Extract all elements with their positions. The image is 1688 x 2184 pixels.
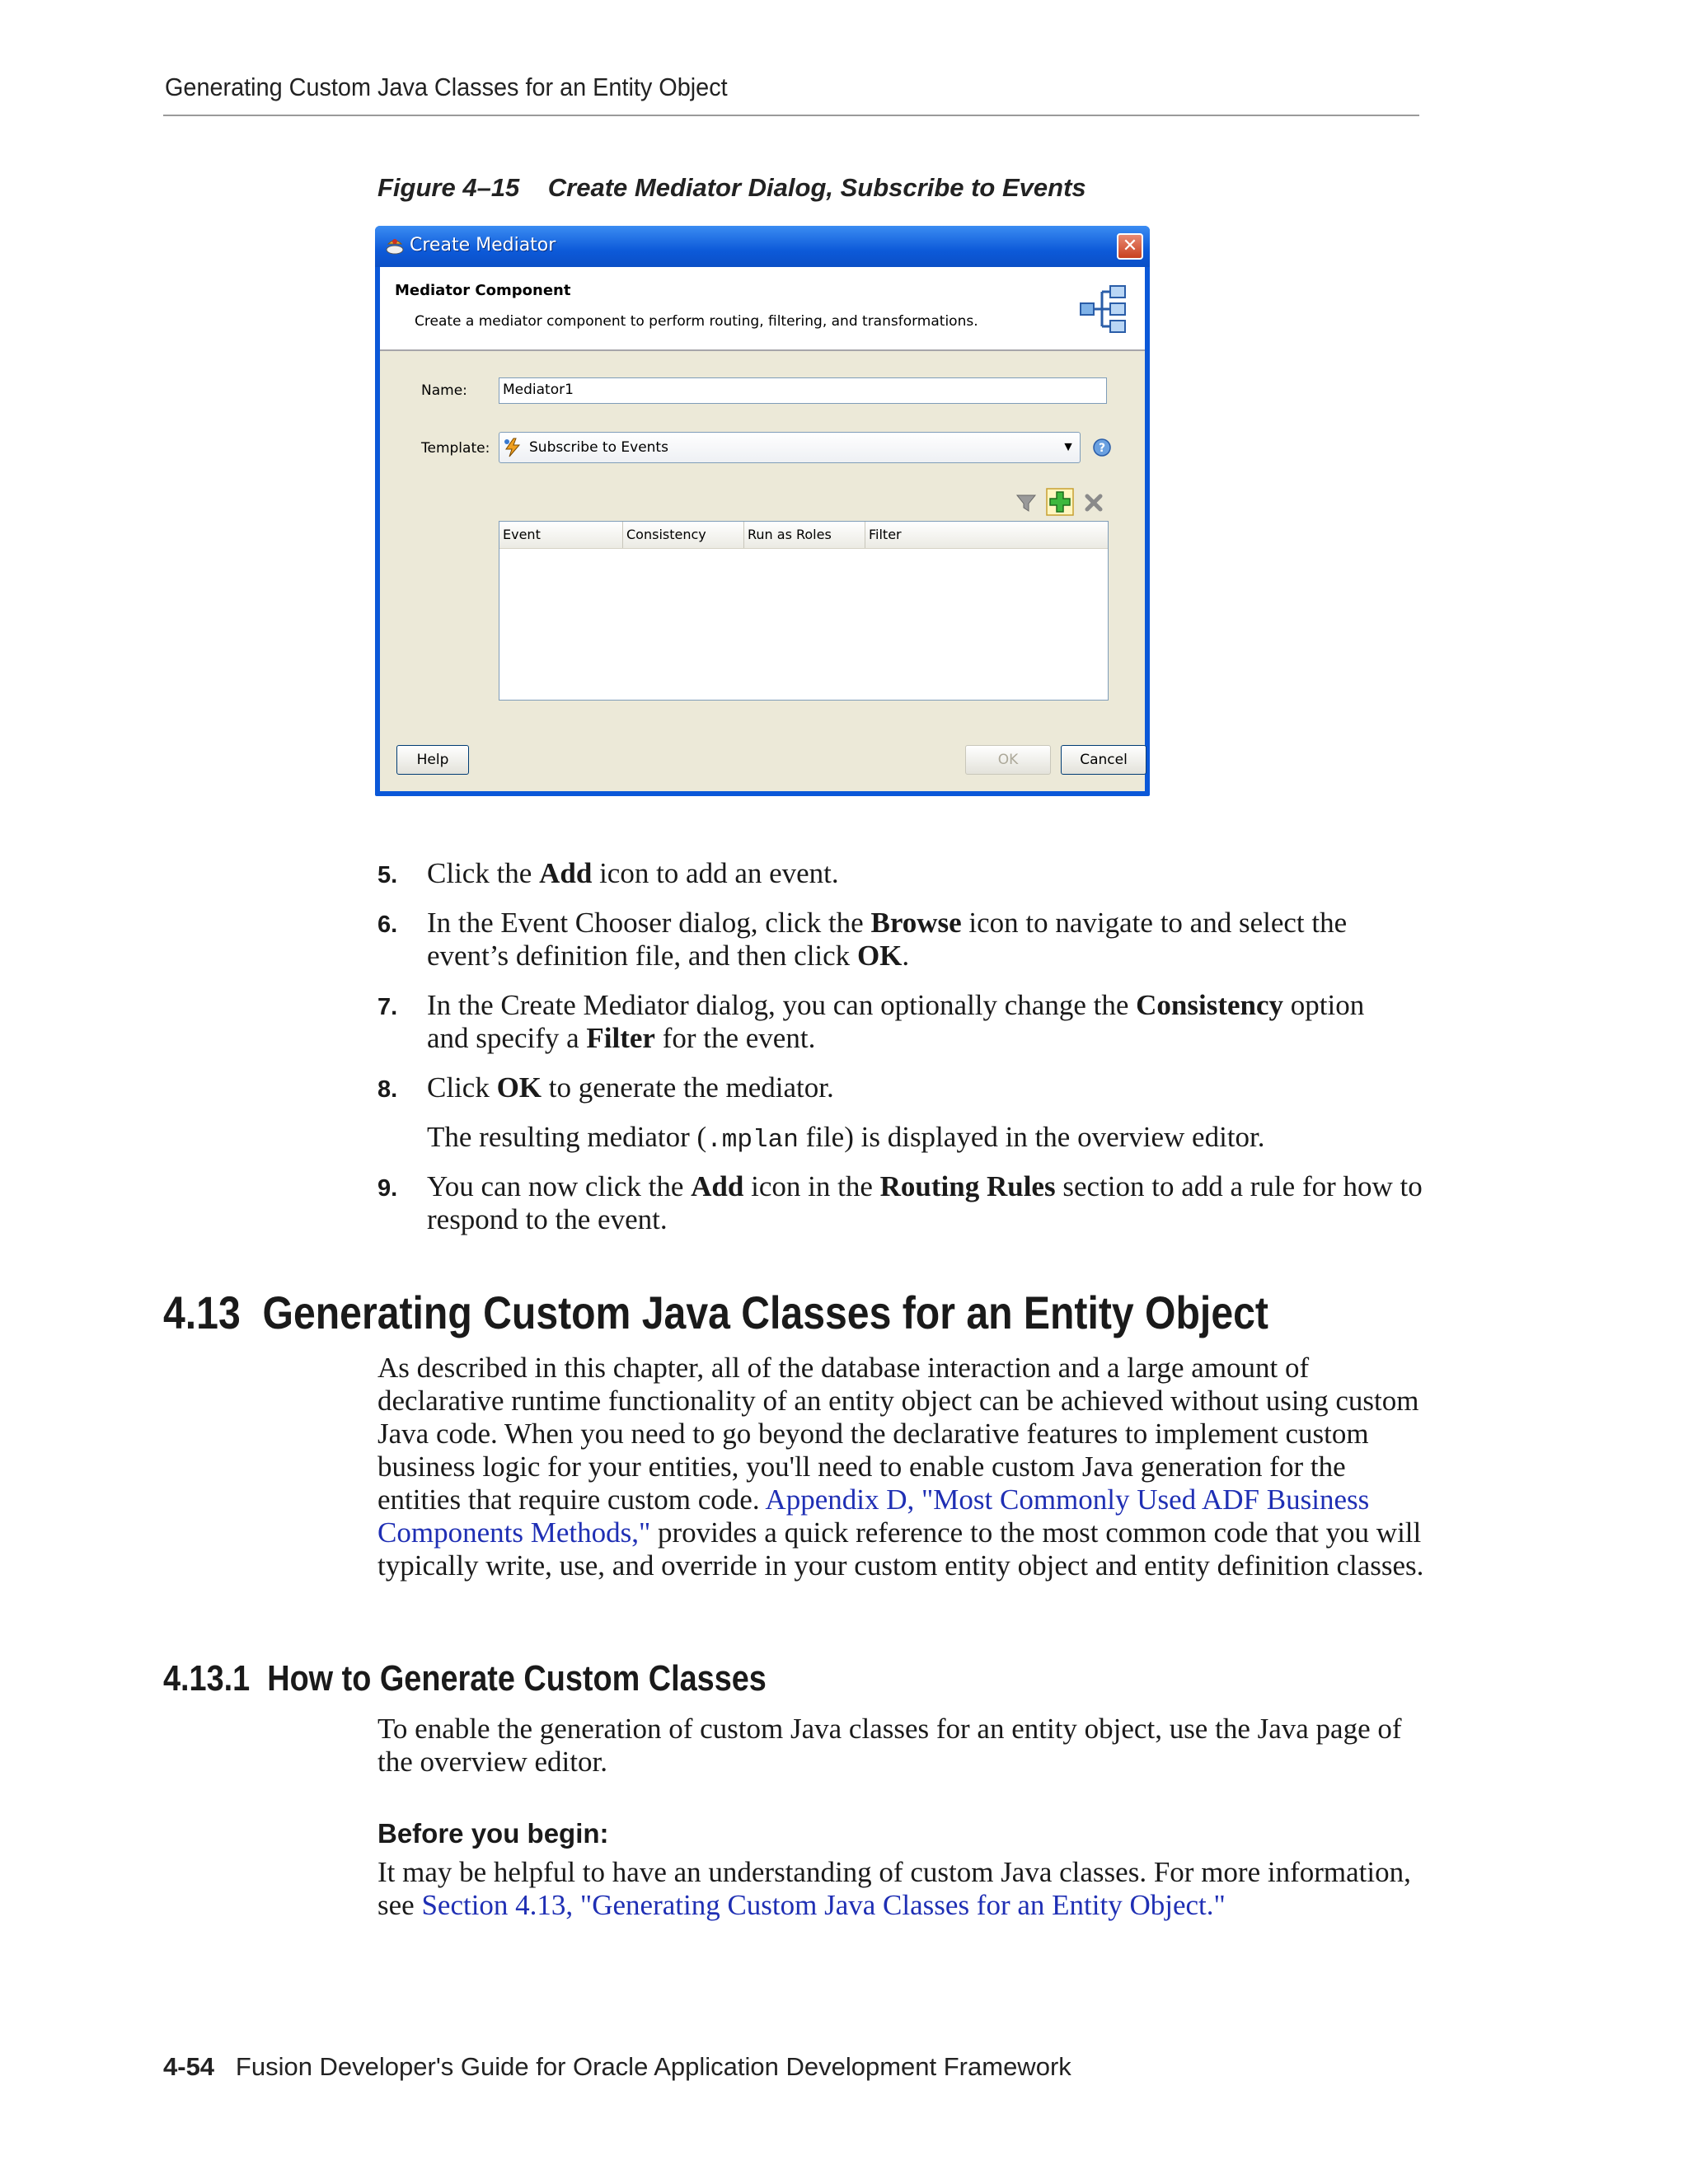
figure-number: Figure 4–15 — [377, 173, 520, 202]
help-button[interactable]: Help — [396, 745, 469, 775]
step-number: 5. — [377, 862, 398, 888]
section-intro-paragraph — [377, 1352, 1432, 1582]
step-number: 9. — [377, 1175, 398, 1202]
subsection-number: 4.13.1 — [163, 1658, 251, 1699]
paragraph-text: provides a quick reference to the most common code that you will typically write, use, and override in your custom entity object and entity definition classes. — [377, 1516, 1424, 1582]
close-icon: ✕ — [1122, 236, 1138, 256]
add-icon[interactable] — [1046, 488, 1074, 516]
dialog-title: Create Mediator — [410, 235, 556, 255]
dialog-client-area — [380, 267, 1145, 791]
dialog-banner — [380, 267, 1145, 351]
banner-description: Create a mediator component to perform routing, filtering, and transformations. — [415, 313, 978, 330]
note-text: The resulting mediator ( — [427, 1121, 707, 1153]
ui-term: Add — [691, 1170, 744, 1202]
running-header: Generating Custom Java Classes for an Entity Object — [165, 73, 728, 101]
dialog-titlebar[interactable] — [375, 226, 1150, 267]
step-text: . — [902, 940, 910, 972]
step-8-note — [377, 1121, 1432, 1157]
name-label: Name: — [421, 382, 467, 399]
template-select[interactable] — [499, 432, 1081, 463]
page-number: 4-54 — [163, 2052, 215, 2081]
ui-term: Add — [539, 857, 593, 889]
mediator-icon — [1079, 284, 1130, 335]
file-extension-code: .mplan — [706, 1126, 799, 1155]
column-header-consistency[interactable]: Consistency — [623, 522, 744, 548]
step-number: 6. — [377, 912, 398, 938]
step-text: You can now click the — [427, 1170, 692, 1202]
jdeveloper-cup-icon — [383, 234, 406, 257]
svg-text:?: ? — [1098, 442, 1106, 455]
event-table[interactable] — [499, 521, 1109, 701]
step-text: In the Event Chooser dialog, click the — [427, 907, 871, 939]
step-text: icon in the — [743, 1170, 880, 1202]
step-number: 7. — [377, 994, 398, 1020]
section-heading — [163, 1286, 1268, 1339]
note-text: file) is displayed in the overview editor. — [798, 1121, 1265, 1153]
chevron-down-icon[interactable]: ▼ — [1062, 440, 1075, 454]
template-value: Subscribe to Events — [529, 439, 668, 456]
section-number: 4.13 — [163, 1286, 241, 1338]
column-header-run-as-roles[interactable]: Run as Roles — [744, 522, 865, 548]
name-input[interactable]: Mediator1 — [499, 377, 1107, 404]
table-header — [499, 522, 1108, 549]
step-text: option and specify a — [427, 989, 1365, 1054]
figure-caption — [377, 173, 1086, 203]
step-6 — [377, 907, 1432, 972]
step-5 — [377, 857, 1432, 890]
ui-term: OK — [496, 1071, 542, 1104]
step-7 — [377, 989, 1432, 1055]
page-footer — [163, 2052, 1071, 2082]
step-8 — [377, 1071, 1432, 1104]
template-label: Template: — [421, 440, 490, 457]
step-text: to generate the mediator. — [542, 1071, 834, 1104]
ui-term: Browse — [870, 907, 962, 939]
paragraph-text: It may be helpful to have an understanding of custom Java classes. For more information, see — [377, 1856, 1411, 1921]
ui-term: Consistency — [1136, 989, 1284, 1021]
section-4-13-link[interactable]: Section 4.13, "Generating Custom Java Classes for an Entity Object." — [421, 1889, 1226, 1921]
step-text: In the Create Mediator dialog, you can optionally change the — [427, 989, 1137, 1021]
step-text: for the event. — [654, 1022, 816, 1054]
delete-icon[interactable] — [1082, 491, 1105, 514]
figure-title: Create Mediator Dialog, Subscribe to Events — [547, 173, 1086, 202]
help-icon[interactable] — [1092, 438, 1112, 457]
step-number: 8. — [377, 1076, 398, 1103]
subsection-heading — [163, 1658, 767, 1699]
ui-term: Filter — [586, 1022, 655, 1054]
ok-button[interactable]: OK — [965, 745, 1051, 775]
appendix-d-link[interactable]: Appendix D, "Most Commonly Used ADF Business Components Methods," — [377, 1483, 1370, 1549]
step-text: Click the — [427, 857, 540, 889]
subsection-title: How to Generate Custom Classes — [267, 1658, 767, 1699]
step-9 — [377, 1170, 1432, 1236]
step-text: Click — [427, 1071, 497, 1104]
section-title: Generating Custom Java Classes for an Entity Object — [262, 1286, 1268, 1338]
column-header-filter[interactable]: Filter — [869, 527, 902, 542]
close-button[interactable] — [1117, 233, 1143, 260]
create-mediator-dialog — [375, 226, 1150, 796]
book-title: Fusion Developer's Guide for Oracle Application Development Framework — [235, 2052, 1071, 2081]
subsection-paragraph: To enable the generation of custom Java classes for an entity object, use the Java page of the overview editor. — [377, 1713, 1402, 1778]
paragraph-text: As described in this chapter, all of the database interaction and a large amount of declarative runtime functionality of an entity object can be achieved without using custom Java code. When you need to go beyond the declarative features to implement custom business logic for your entities, you'll need to enable custom Java generation for the entities that require custom code. — [377, 1352, 1419, 1516]
step-text: section to add a rule for how to respond to the event. — [427, 1170, 1423, 1235]
cancel-button[interactable]: Cancel — [1061, 745, 1146, 775]
column-header-event[interactable]: Event — [499, 522, 623, 548]
banner-title: Mediator Component — [395, 282, 571, 299]
step-text: icon to add an event. — [592, 857, 839, 889]
header-rule — [163, 115, 1419, 116]
ui-term: OK — [856, 940, 903, 972]
ui-term: Routing Rules — [879, 1170, 1056, 1202]
before-you-begin-paragraph — [377, 1856, 1432, 1922]
filter-icon[interactable] — [1015, 491, 1038, 514]
step-text: icon to navigate to and select the event’s definition file, and then click — [427, 907, 1348, 972]
event-lightning-icon — [503, 438, 523, 457]
before-you-begin-heading: Before you begin: — [377, 1818, 609, 1849]
